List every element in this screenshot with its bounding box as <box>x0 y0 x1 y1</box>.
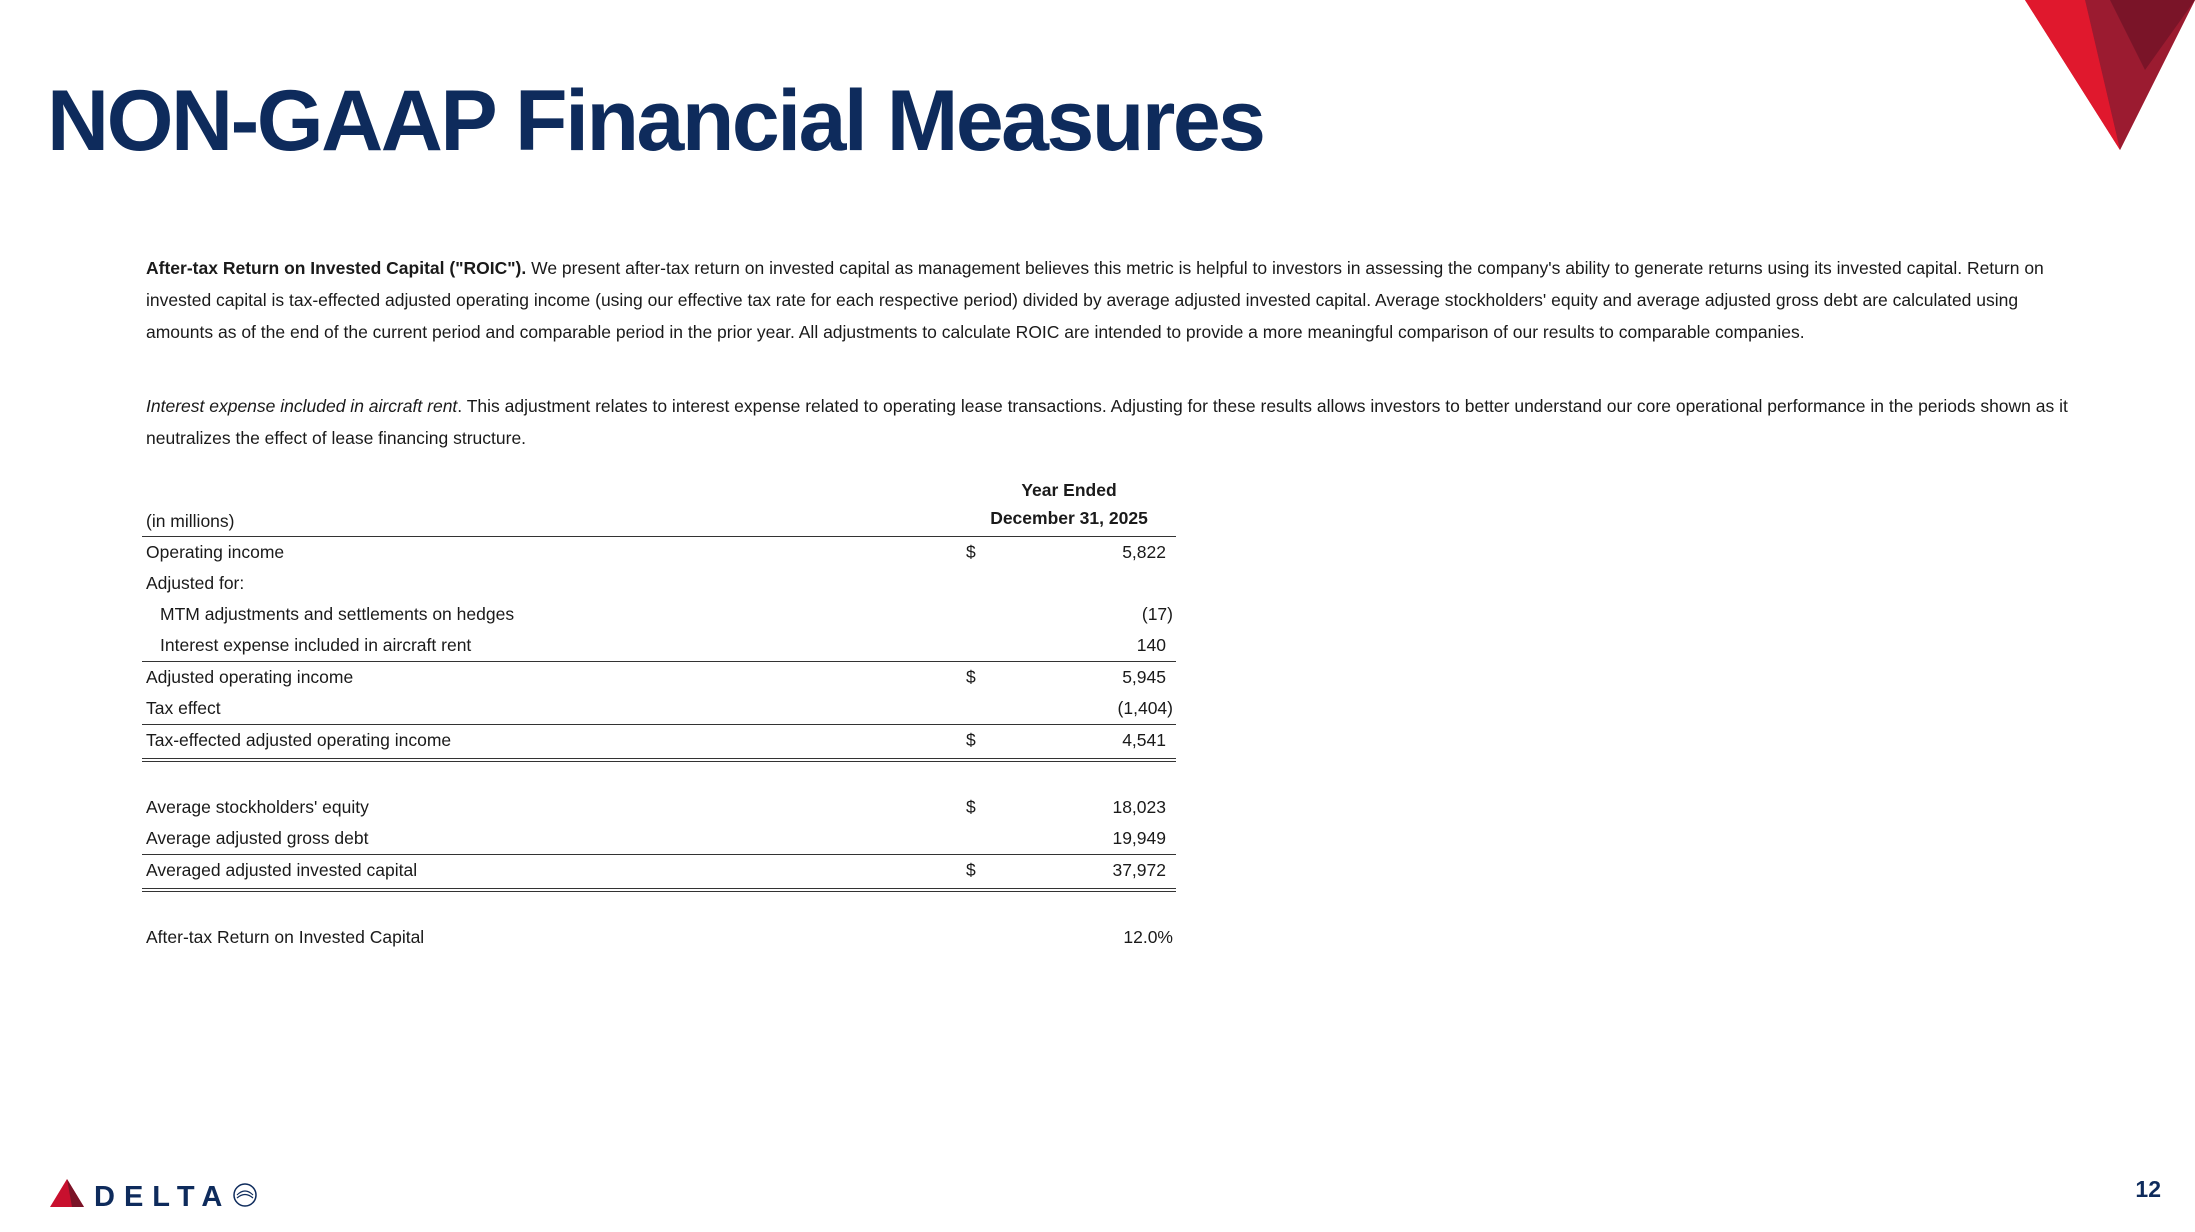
roic-body: We present after-tax return on invested capital as management believes this metric is helpful to investors in assessing the company's ability to generate returns using its invested capital. Return on invested capital is tax-effected adjusted operating income (using our effective tax rate for each respective period) divided by average adjusted invested capital. Average stockholders' equity and average adjusted gross debt are calculated using amounts as of the end of the current period and comparable period in the prior year. All adjustments to calculate ROIC are intended to provide a more meaningful comparison of our results to comparable companies. <box>146 258 2044 342</box>
row-value: 140 <box>1136 635 1166 655</box>
row-label: Operating income <box>146 542 285 562</box>
row-value: (1,404) <box>1117 698 1173 718</box>
row-label: After-tax Return on Invested Capital <box>146 927 425 947</box>
row-label: Average stockholders' equity <box>146 797 369 817</box>
row-currency: $ <box>966 542 976 562</box>
row-value: 4,541 <box>1122 730 1166 750</box>
row-value: 37,972 <box>1112 860 1166 880</box>
delta-widget-icon <box>2025 0 2195 160</box>
row-value: 5,822 <box>1122 542 1166 562</box>
row-currency: $ <box>966 667 976 687</box>
row-label: Adjusted operating income <box>146 667 354 687</box>
page-title: NON-GAAP Financial Measures <box>47 73 1264 169</box>
table-row <box>142 661 1176 693</box>
table-row <box>142 630 1176 661</box>
delta-logo <box>50 1175 265 1215</box>
table-row <box>142 854 1176 892</box>
row-value: 12.0% <box>1123 927 1173 947</box>
units-label: (in millions) <box>146 511 235 531</box>
row-label: Adjusted for: <box>146 573 245 593</box>
row-label: Averaged adjusted invested capital <box>146 860 418 880</box>
roic-lead: After-tax Return on Invested Capital ("ROIC"). <box>146 258 527 278</box>
row-currency: $ <box>966 797 976 817</box>
column-header-line2: December 31, 2025 <box>990 508 1148 528</box>
row-label: Interest expense included in aircraft rent <box>160 635 472 655</box>
row-currency: $ <box>966 730 976 750</box>
row-value: 18,023 <box>1112 797 1166 817</box>
roic-table <box>142 474 1176 953</box>
row-label: MTM adjustments and settlements on hedges <box>160 604 515 624</box>
table-header <box>142 474 1176 532</box>
row-value: 5,945 <box>1122 667 1166 687</box>
roic-paragraph <box>146 252 2086 348</box>
column-header-line1: Year Ended <box>1021 480 1117 500</box>
interest-body: . This adjustment relates to interest expense related to operating lease transactions. Adjusting for these results allows investors to better understand our core operational performance in the periods shown as it neutralizes the effect of lease financing structure. <box>146 396 2068 448</box>
table-row <box>142 724 1176 762</box>
delta-wordmark: DELTA <box>94 1181 232 1213</box>
row-currency: $ <box>966 860 976 880</box>
table-row <box>142 823 1176 854</box>
interest-lead: Interest expense included in aircraft rent <box>146 396 458 416</box>
row-label: Average adjusted gross debt <box>146 828 369 848</box>
table-row <box>142 693 1176 724</box>
row-value: 19,949 <box>1112 828 1166 848</box>
row-label: Tax-effected adjusted operating income <box>146 730 452 750</box>
table-row <box>142 568 1176 599</box>
page-number: 12 <box>2135 1176 2161 1202</box>
interest-paragraph <box>146 390 2086 454</box>
column-header <box>962 476 1176 532</box>
row-label: Tax effect <box>146 698 221 718</box>
row-value: (17) <box>1141 604 1173 624</box>
table-row <box>142 537 1176 568</box>
table-row <box>142 599 1176 630</box>
table-row <box>142 922 1176 953</box>
table-row <box>142 792 1176 823</box>
